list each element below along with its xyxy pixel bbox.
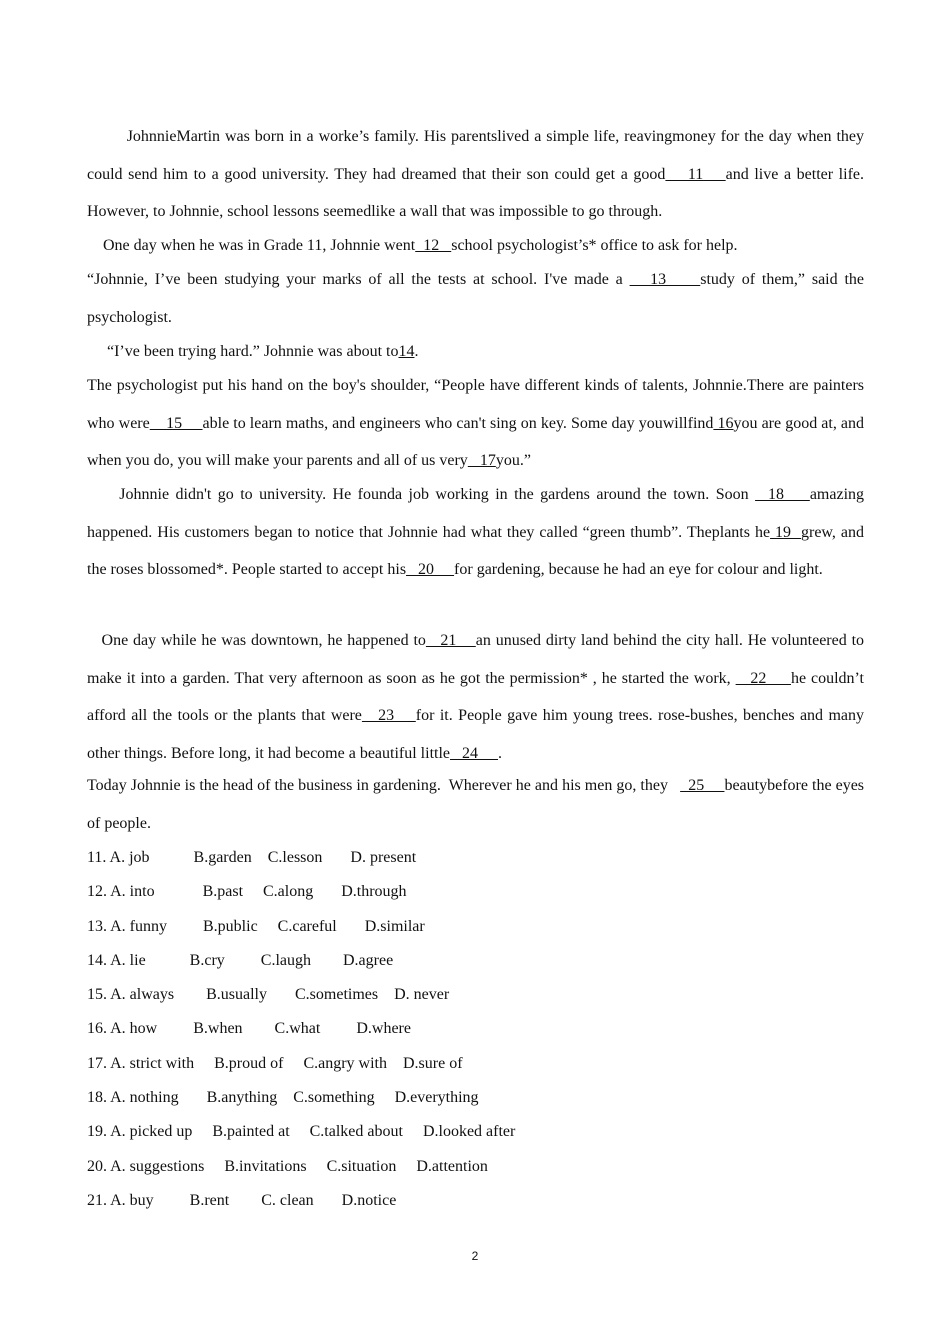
text: The psychologist put his hand on the boy's shoulder, “People have different kinds of talents, Johnnie.There are painters who were (87, 377, 864, 432)
passage-paragraph-6 (87, 476, 864, 589)
text: you are good at, and when you do, you will make your parents and all of us very (87, 414, 865, 469)
text: for it. People gave him young trees. rose-bushes, benches and many other things. Before long, it had become a beautiful little (87, 707, 865, 762)
text: study of them,” said the psychologist. (87, 271, 864, 326)
text: you.” (495, 452, 531, 469)
passage-paragraph-3 (87, 261, 864, 336)
blank-14: 14 (398, 343, 415, 360)
blank-17: 17 (467, 452, 496, 469)
blank-24: 24 (450, 744, 499, 762)
text: beautybefore the eyes of people. (87, 777, 865, 832)
passage-paragraph-2 (87, 236, 864, 256)
text: “I’ve been trying hard.” Johnnie was about to (107, 343, 399, 360)
blank-23: 23 (361, 707, 416, 724)
question-16: 16. A. how B.when C.what D.where (87, 1020, 411, 1038)
text: Today Johnnie is the head of the business in gardening. Wherever he and his men go, they (87, 777, 681, 794)
blank-13: 13 (629, 271, 701, 288)
question-14: 14. A. lie B.cry C.laugh D.agree (87, 951, 394, 969)
text: JohnnieMartin was born in a worke’s family. His parentslived a simple life, reavingmoney for the day when they could send him to a good university. They had dreamed that their son could get a good (87, 128, 865, 183)
blank-16: 16 (713, 414, 734, 432)
question-17: 17. A. strict with B.proud of C.angry with D.sure of (87, 1054, 463, 1072)
text: he couldn’t afford all the tools or the plants that were (87, 669, 865, 724)
blank-12: 12 (415, 237, 452, 254)
blank-19: 19 (770, 523, 801, 541)
text: for gardening, because he had an eye for colour and light. (454, 561, 823, 578)
text: Johnnie didn't go to university. He founda job working in the gardens around the town. Soon (119, 486, 756, 503)
passage-paragraph-4: “I’ve been trying hard.” Johnnie was about to14. (107, 343, 419, 360)
question-19: 19. A. picked up B.painted at C.talked about D.looked after (87, 1123, 516, 1141)
text: and live a better life. However, to Johnnie, school lessons seemedlike a wall that was impossible to go through. (87, 165, 865, 220)
text: One day while he was downtown, he happened to (101, 632, 426, 649)
passage-paragraph-7: One day while he was downtown, he happened to 21 an unused dirty land behind the city hall. He volunteered to make it into a garden. That very afternoon as soon as he got the permission* , he started the work, 22 he couldn’t afford all the tools or the plants that were 23 for it. People gave him young trees. rose-bushes, benches and many other things. Before long, it had become a beautiful little 24 . (87, 632, 865, 762)
passage-paragraph-1 (87, 118, 864, 231)
text: One day when he was in Grade 11, Johnnie went (103, 237, 416, 254)
question-13: 13. A. funny B.public C.careful D.similar (87, 917, 425, 935)
blank-20: 20 (406, 561, 455, 578)
blank-21: 21 (425, 632, 476, 649)
question-11: 11. A. job B.garden C.lesson D. present (87, 849, 417, 866)
blank-15: 15 (149, 414, 203, 432)
question-20: 20. A. suggestions B.invitations C.situation D.attention (87, 1157, 488, 1175)
question-15: 15. A. always B.usually C.sometimes D. never (87, 986, 450, 1004)
text: “Johnnie, I’ve been studying your marks of all the tests at school. I've made a (87, 271, 630, 288)
text: an unused dirty land behind the city hall. He volunteered to make it into a garden. That very afternoon as soon as he got the permission* , he started the work, (87, 632, 865, 687)
passage-paragraph-8 (87, 767, 864, 842)
question-18: 18. A. nothing B.anything C.something D.everything (87, 1089, 479, 1107)
text: school psychologist’s* office to ask for help. (451, 237, 738, 254)
question-options-list (87, 847, 864, 1224)
blank-25: 25 (680, 777, 725, 794)
page-number: 2 (471, 1249, 479, 1263)
question-21: 21. A. buy B.rent C. clean D.notice (87, 1191, 397, 1209)
blank-22: 22 (735, 669, 791, 687)
text: able to learn maths, and engineers who can't sing on key. Some day youwillfind (202, 414, 714, 432)
question-12: 12. A. into B.past C.along D.through (87, 883, 407, 901)
text: grew, and the roses blossomed*. People started to accept his (87, 523, 865, 578)
blank-11: 11 (665, 165, 726, 183)
blank-18: 18 (755, 486, 810, 503)
passage-paragraph-5 (87, 367, 864, 480)
text: amazing happened. His customers began to notice that Johnnie had what they called “green thumb”. Theplants he (87, 486, 865, 541)
